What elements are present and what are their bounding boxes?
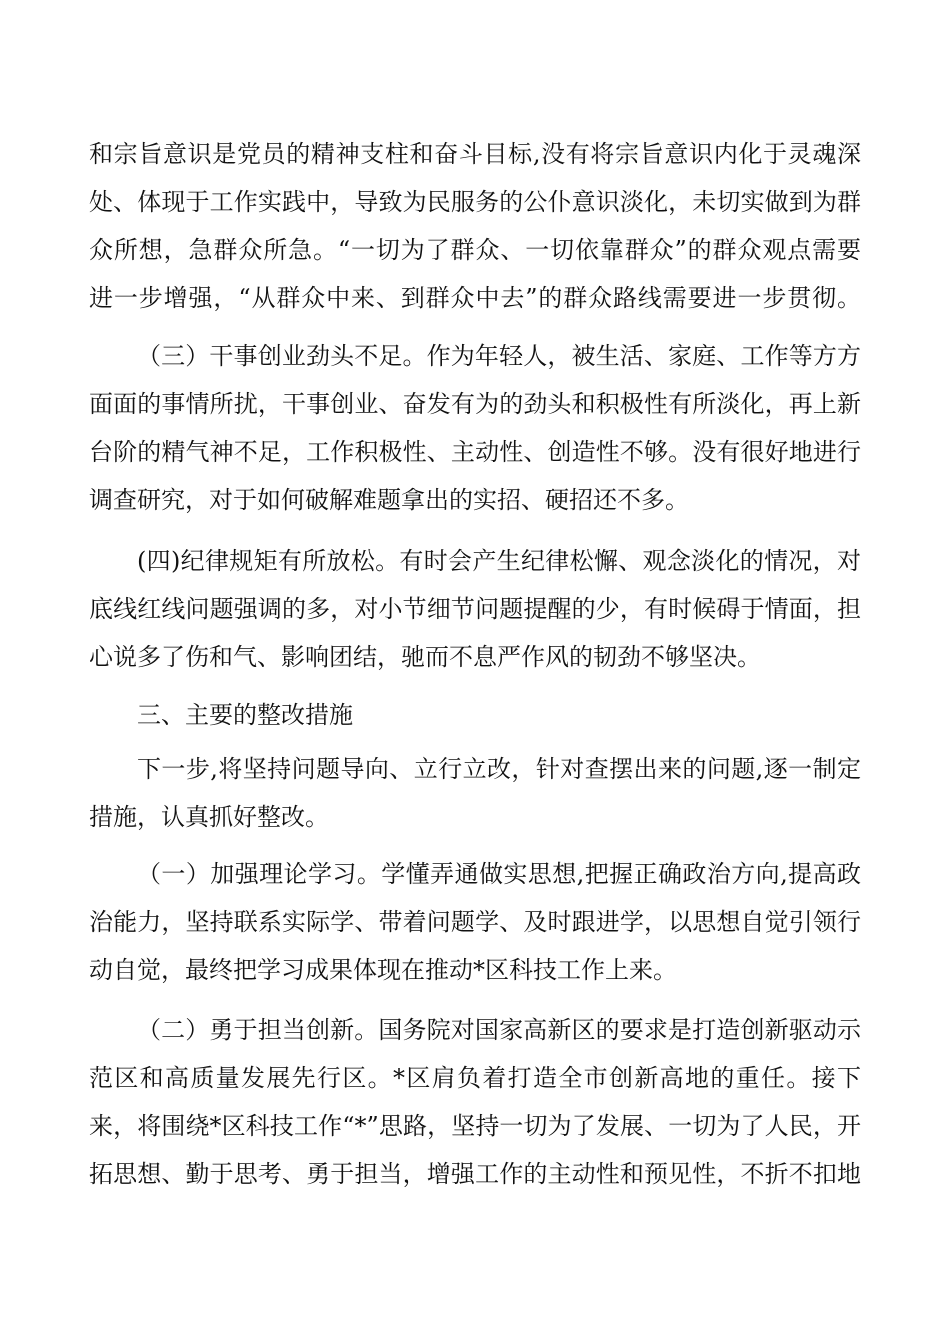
paragraph-line: （二）勇于担当创新。国务院对国家高新区的要求是打造创新驱动示 — [137, 1016, 861, 1044]
paragraph-line: 心说多了伤和气、影响团结，驰而不息严作风的韧劲不够坚决。 — [89, 643, 761, 671]
paragraph-line: 动自觉，最终把学习成果体现在推动*区科技工作上来。 — [89, 956, 677, 984]
paragraph-line: 众所想，急群众所急。“一切为了群众、一切依靠群众”的群众观点需要 — [89, 236, 861, 264]
paragraph-line: （三）干事创业劲头不足。作为年轻人，被生活、家庭、工作等方方 — [137, 342, 861, 370]
paragraph-line: 来，将围绕*区科技工作“*”思路，坚持一切为了发展、一切为了人民，开 — [89, 1112, 861, 1140]
paragraph-line: 治能力，坚持联系实际学、带着问题学、及时跟进学，以思想自觉引领行 — [89, 908, 861, 936]
paragraph-line: 面面的事情所扰，干事创业、奋发有为的劲头和积极性有所淡化，再上新 — [89, 390, 861, 418]
paragraph-line: 进一步增强，“从群众中来、到群众中去”的群众路线需要进一步贯彻。 — [89, 284, 861, 312]
paragraph-line: 处、体现于工作实践中，导致为民服务的公仆意识淡化，未切实做到为群 — [89, 188, 861, 216]
paragraph-line: 范区和高质量发展先行区。*区肩负着打造全市创新高地的重任。接下 — [89, 1064, 861, 1092]
paragraph-line: 拓思想、勤于思考、勇于担当，增强工作的主动性和预见性，不折不扣地 — [89, 1160, 861, 1188]
paragraph-line: 调查研究，对于如何破解难题拿出的实招、硬招还不多。 — [89, 486, 689, 514]
paragraph-line: 和宗旨意识是党员的精神支柱和奋斗目标,没有将宗旨意识内化于灵魂深 — [89, 140, 861, 168]
paragraph-line: 台阶的精气神不足，工作积极性、主动性、创造性不够。没有很好地进行 — [89, 438, 861, 466]
paragraph-line: 措施，认真抓好整改。 — [89, 803, 329, 831]
paragraph-line: (四)纪律规矩有所放松。有时会产生纪律松懈、观念淡化的情况，对 — [137, 547, 861, 575]
section-heading: 三、主要的整改措施 — [137, 701, 353, 729]
paragraph-line: （一）加强理论学习。学懂弄通做实思想,把握正确政治方向,提高政 — [137, 860, 861, 888]
paragraph-line: 下一步,将坚持问题导向、立行立改，针对查摆出来的问题,逐一制定 — [137, 755, 861, 783]
paragraph-line: 底线红线问题强调的多，对小节细节问题提醒的少，有时候碍于情面，担 — [89, 595, 861, 623]
